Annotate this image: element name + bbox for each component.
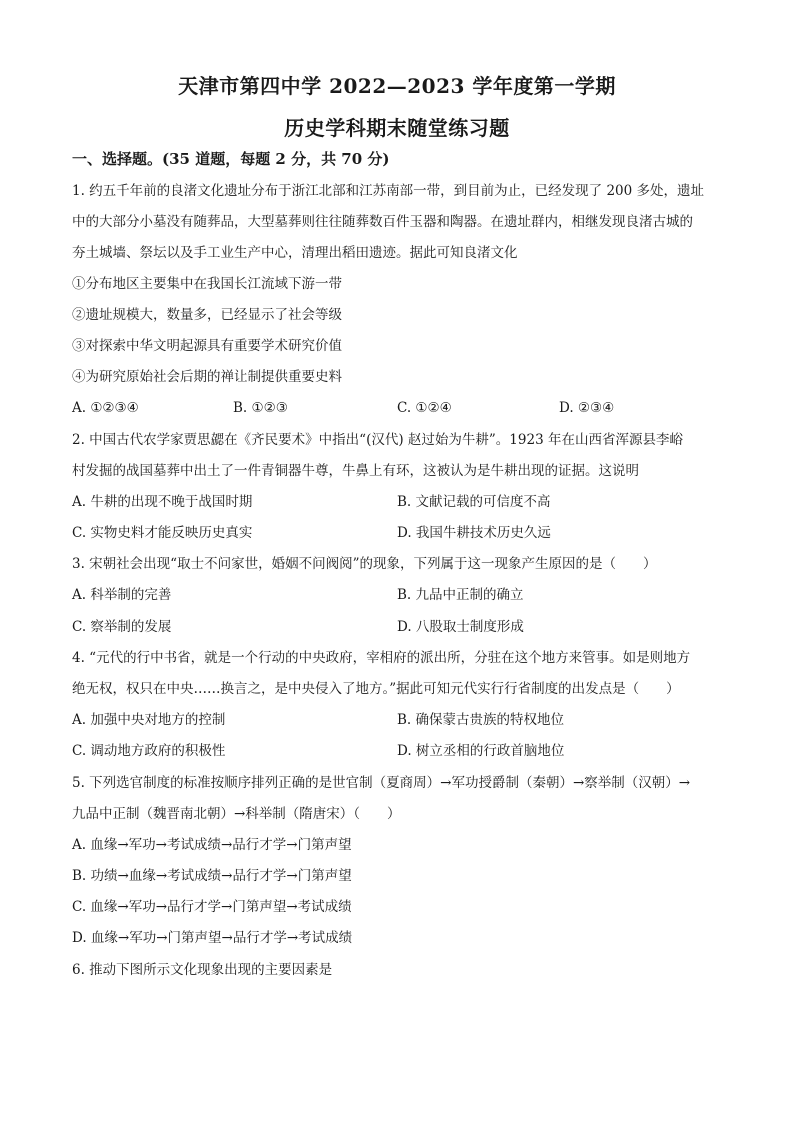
question-6-text-line-1: 6. 推动下图所示文化现象出现的主要因素是	[72, 962, 333, 978]
question-1-text-line-3: 夯土城墙、祭坛以及手工业生产中心，清理出稻田遗迹。据此可知良渚文化	[72, 245, 518, 261]
question-4-option-d[interactable]: D. 树立丞相的行政首脑地位	[397, 743, 565, 759]
question-2-option-d[interactable]: D. 我国牛耕技术历史久远	[397, 525, 551, 541]
question-3-option-d[interactable]: D. 八股取士制度形成	[397, 619, 524, 635]
question-2-option-c[interactable]: C. 实物史料才能反映历史真实	[72, 525, 253, 541]
question-3-option-b[interactable]: B. 九品中正制的确立	[397, 587, 524, 603]
question-4-option-c[interactable]: C. 调动地方政府的积极性	[72, 743, 226, 759]
question-1-statement-3: ③对探索中华文明起源具有重要学术研究价值	[72, 338, 342, 354]
question-5-option-c[interactable]: C. 血缘→军功→品行才学→门第声望→考试成绩	[72, 899, 352, 915]
question-1-statement-4: ④为研究原始社会后期的禅让制提供重要史料	[72, 369, 342, 385]
question-1-option-a[interactable]: A. ①②③④	[72, 400, 139, 416]
exam-title: 天津市第四中学 2022—2023 学年度第一学期	[178, 74, 616, 98]
question-4-option-a[interactable]: A. 加强中央对地方的控制	[72, 712, 226, 728]
question-2-text-line-2: 村发掘的战国墓葬中出土了一件青铜器牛尊，牛鼻上有环，这被认为是牛耕出现的证据。这说明	[72, 463, 639, 479]
question-1-text-line-1: 1. 约五千年前的良渚文化遗址分布于浙江北部和江苏南部一带，到目前为止，已经发现了 200 多处，遗址	[72, 183, 705, 199]
section-heading: 一、选择题。(35 道题，每题 2 分，共 70 分)	[72, 150, 390, 168]
question-2-text-line-1: 2. 中国古代农学家贾思勰在《齐民要术》中指出“(汉代) 赵过始为牛耕”。1923 年在山西省浑源县李峪	[72, 432, 683, 448]
exam-subtitle: 历史学科期末随堂练习题	[284, 116, 510, 140]
question-2-option-b[interactable]: B. 文献记载的可信度不高	[397, 494, 551, 510]
question-5-option-a[interactable]: A. 血缘→军功→考试成绩→品行才学→门第声望	[72, 837, 352, 853]
question-5-option-b[interactable]: B. 功绩→血缘→考试成绩→品行才学→门第声望	[72, 868, 352, 884]
question-4-option-b[interactable]: B. 确保蒙古贵族的特权地位	[397, 712, 565, 728]
question-4-text-line-2: 绝无权，权只在中央……换言之，是中央侵入了地方。”据此可知元代实行行省制度的出发点是（ ）	[72, 681, 680, 697]
question-1-option-b[interactable]: B. ①②③	[233, 400, 288, 416]
question-5-option-d[interactable]: D. 血缘→军功→门第声望→品行才学→考试成绩	[72, 930, 353, 946]
question-1-option-c[interactable]: C. ①②④	[397, 400, 452, 416]
question-3-option-a[interactable]: A. 科举制的完善	[72, 587, 172, 603]
question-1-statement-2: ②遗址规模大，数量多，已经显示了社会等级	[72, 307, 342, 323]
question-5-text-line-2: 九品中正制（魏晋南北朝）→科举制（隋唐宋）（ ）	[72, 806, 401, 822]
question-4-text-line-1: 4. “元代的行中书省，就是一个行动的中央政府，宰相府的派出所，分驻在这个地方来管事。如是则地方	[72, 650, 691, 666]
question-5-text-line-1: 5. 下列选官制度的标准按顺序排列正确的是世官制（夏商周）→军功授爵制（秦朝）→察举制（汉朝）→	[72, 775, 691, 791]
question-2-option-a[interactable]: A. 牛耕的出现不晚于战国时期	[72, 494, 253, 510]
question-1-option-d[interactable]: D. ②③④	[559, 400, 615, 416]
question-3-text-line-1: 3. 宋朝社会出现“取士不问家世，婚姻不问阀阅”的现象，下列属于这一现象产生原因的是（ ）	[72, 556, 657, 572]
question-1-statement-1: ①分布地区主要集中在我国长江流域下游一带	[72, 276, 342, 292]
question-3-option-c[interactable]: C. 察举制的发展	[72, 619, 172, 635]
question-1-text-line-2: 中的大部分小墓没有随葬品，大型墓葬则往往随葬数百件玉器和陶器。在遗址群内，相继发现良渚古城的	[72, 214, 693, 230]
